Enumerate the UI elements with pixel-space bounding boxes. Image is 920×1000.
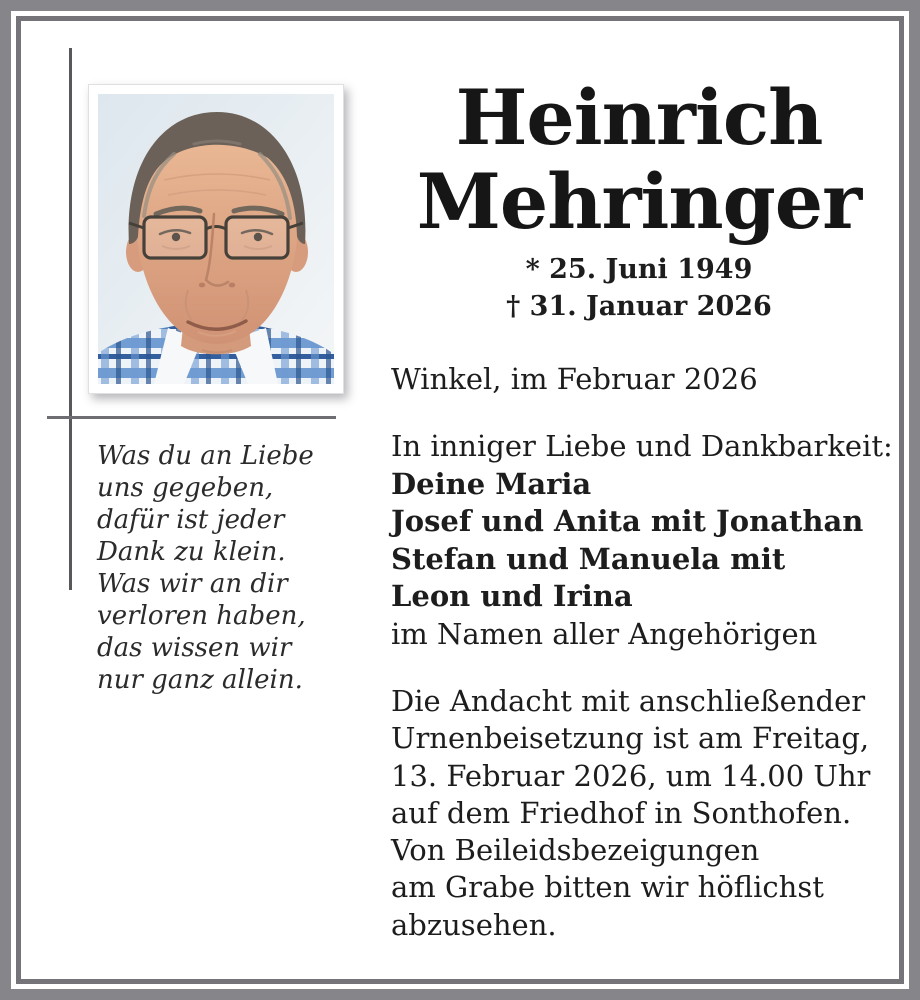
place-date-line: Winkel, im Februar 2026 — [391, 362, 758, 396]
mourner-line: Josef und Anita mit Jonathan — [391, 504, 864, 538]
poem-line: verloren haben, — [97, 601, 306, 631]
horizontal-rule — [47, 416, 336, 419]
deceased-last-name: Mehringer — [416, 157, 862, 246]
funeral-line: auf dem Friedhof in Sonthofen. — [391, 795, 852, 830]
mourner-line: Stefan und Manuela mit — [391, 541, 786, 576]
funeral-line: Von Beileidsbezeigungen — [391, 833, 760, 868]
poem-line: dafür ist jeder — [97, 505, 285, 535]
deceased-first-name: Heinrich — [455, 73, 823, 162]
funeral-line: abzusehen. — [391, 907, 557, 942]
life-dates — [390, 251, 888, 325]
poem-line: Was wir an dir — [97, 569, 288, 599]
portrait-illustration — [98, 94, 334, 384]
deceased-name — [390, 73, 888, 246]
poem-line: Was du an Liebe — [97, 441, 314, 471]
mourning-intro: In inniger Liebe und Dankbarkeit: — [391, 429, 893, 463]
funeral-announcement — [391, 683, 896, 944]
portrait-photo — [88, 84, 344, 394]
poem-line: nur ganz allein. — [97, 665, 303, 695]
funeral-line: 13. Februar 2026, um 14.00 Uhr — [391, 758, 871, 793]
mourning-outro: im Namen aller Angehörigen — [391, 616, 818, 651]
funeral-line: Urnenbeisetzung ist am Freitag, — [391, 721, 870, 756]
mourner-line: Leon und Irina — [391, 579, 633, 613]
poem-line: uns gegeben, — [97, 473, 274, 503]
poem-line: Dank zu klein. — [97, 537, 286, 567]
condolence-poem — [97, 440, 382, 696]
vertical-rule — [69, 48, 72, 590]
funeral-line: am Grabe bitten wir höflichst — [391, 870, 824, 905]
poem-line: das wissen wir — [97, 633, 292, 663]
mourner-line: Deine Maria — [391, 466, 592, 501]
mourning-family-block — [391, 428, 896, 653]
birth-date-line: * 25. Juni 1949 — [525, 254, 753, 285]
death-date-line: † 31. Januar 2026 — [506, 291, 772, 322]
funeral-line: Die Andacht mit anschließender — [391, 684, 866, 718]
